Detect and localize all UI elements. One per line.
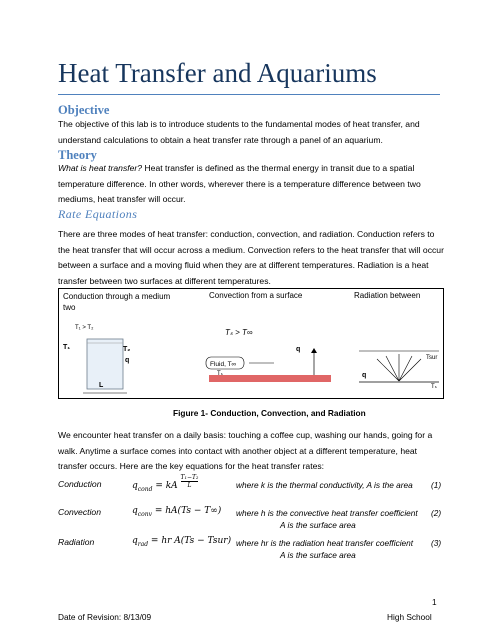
theory-text bbox=[58, 161, 444, 208]
eq1-number: (1) bbox=[431, 480, 442, 490]
cond-L: L bbox=[99, 382, 104, 389]
eq1-lhs: q bbox=[132, 481, 138, 491]
eq1-sub: cond bbox=[137, 485, 153, 493]
eq3-rhs: = hr A(Ts − Tsur) bbox=[148, 536, 232, 546]
eq3-desc: where hr is the radiation heat transfer coefficient bbox=[236, 538, 414, 548]
intro-text: We encounter heat transfer on a daily basis: touching a coffee cup, washing our hands, going for a walk. Anytime a surface comes into contact with another object at a different temperature, heat transfer occurs. Here are the key equations for the heat transfer rates: bbox=[58, 430, 433, 471]
cond-t2: T₂ bbox=[123, 346, 131, 353]
figure-col2-title: Convection from a surface bbox=[209, 291, 303, 300]
theory-heading: Theory bbox=[58, 148, 97, 162]
objective-heading: Objective bbox=[58, 103, 110, 117]
eq1-desc: where k is the thermal conductivity, A is the area bbox=[236, 480, 413, 490]
conv-q-arrowhead bbox=[311, 348, 317, 353]
cond-note: T₁ > T₂ bbox=[75, 325, 94, 331]
eq2-lhs: q bbox=[132, 506, 138, 516]
conv-fluid: Fluid, T∞ bbox=[210, 361, 237, 368]
eq2-sub: conv bbox=[137, 510, 152, 518]
eq1-label: Conduction bbox=[58, 479, 102, 489]
figure-col3-title: Radiation between bbox=[354, 291, 421, 300]
conv-q: q bbox=[296, 346, 301, 353]
eq2-formula bbox=[132, 506, 221, 518]
theory-question: What is heat transfer? bbox=[58, 163, 143, 173]
eq2-desc2: A is the surface area bbox=[280, 520, 356, 530]
figure-col1-title: Conduction through a medium two bbox=[63, 292, 171, 312]
cond-t1: T₁ bbox=[63, 344, 71, 351]
conv-surface bbox=[209, 375, 331, 382]
cond-q: q bbox=[125, 357, 130, 364]
eq1-numerator: T₁−T₂ bbox=[180, 474, 199, 481]
eq2-rhs: = hA(Ts − T∞) bbox=[152, 506, 222, 516]
eq1-rhs: = kA bbox=[152, 481, 178, 491]
eq1-formula bbox=[132, 474, 199, 493]
revision-date: Date of Revision: 8/13/09 bbox=[58, 612, 152, 622]
eq1-fraction bbox=[181, 474, 199, 489]
eq2-label: Convection bbox=[58, 507, 101, 517]
conv-ts: Tₛ bbox=[217, 371, 223, 377]
conv-note: Tₛ > T∞ bbox=[225, 328, 253, 337]
rad-arrows bbox=[377, 354, 421, 381]
rad-tsur: Tsur bbox=[426, 355, 438, 361]
rate-equations-text: There are three modes of heat transfer: conduction, convection, and radiation. Conduction refers to the heat transfer that will occur across a medium. Convection refers to the heat transfer that will occur between a surface and a moving fluid when they are at different temperatures. Radiation is a heat transfer between two surfaces at different temperatures. bbox=[58, 229, 444, 286]
theory-body: Heat transfer is defined as the thermal energy in transit due to a spatial temperature difference. In other words, wherever there is a temperature difference between two mediums, heat transfer will occur. bbox=[58, 163, 421, 204]
figure-diagram bbox=[59, 289, 443, 398]
eq1-denominator: L bbox=[187, 482, 192, 489]
school-level: High School bbox=[387, 612, 432, 622]
eq3-number: (3) bbox=[431, 538, 442, 548]
rad-ts: Tₛ bbox=[431, 384, 437, 390]
rad-q: q bbox=[362, 372, 367, 379]
cond-slab bbox=[87, 339, 123, 389]
eq3-label: Radiation bbox=[58, 537, 95, 547]
eq2-number: (2) bbox=[431, 508, 442, 518]
rate-equations-heading: Rate Equations bbox=[58, 207, 138, 221]
eq3-sub: rad bbox=[137, 540, 149, 548]
figure-caption: Figure 1- Conduction, Convection, and Radiation bbox=[173, 408, 366, 418]
page-number: 1 bbox=[432, 597, 437, 607]
eq3-desc2: A is the surface area bbox=[280, 550, 356, 560]
figure-box bbox=[58, 288, 444, 399]
page-title: Heat Transfer and Aquariums bbox=[58, 58, 377, 88]
title-divider bbox=[58, 94, 440, 95]
objective-text: The objective of this lab is to introduce students to the fundamental modes of heat transfer, and understand calculations to obtain a heat transfer rate through a panel of an aquarium. bbox=[58, 119, 420, 145]
eq3-formula bbox=[132, 536, 231, 548]
eq2-desc: where h is the convective heat transfer coefficient bbox=[236, 508, 418, 518]
eq3-lhs: q bbox=[132, 536, 138, 546]
